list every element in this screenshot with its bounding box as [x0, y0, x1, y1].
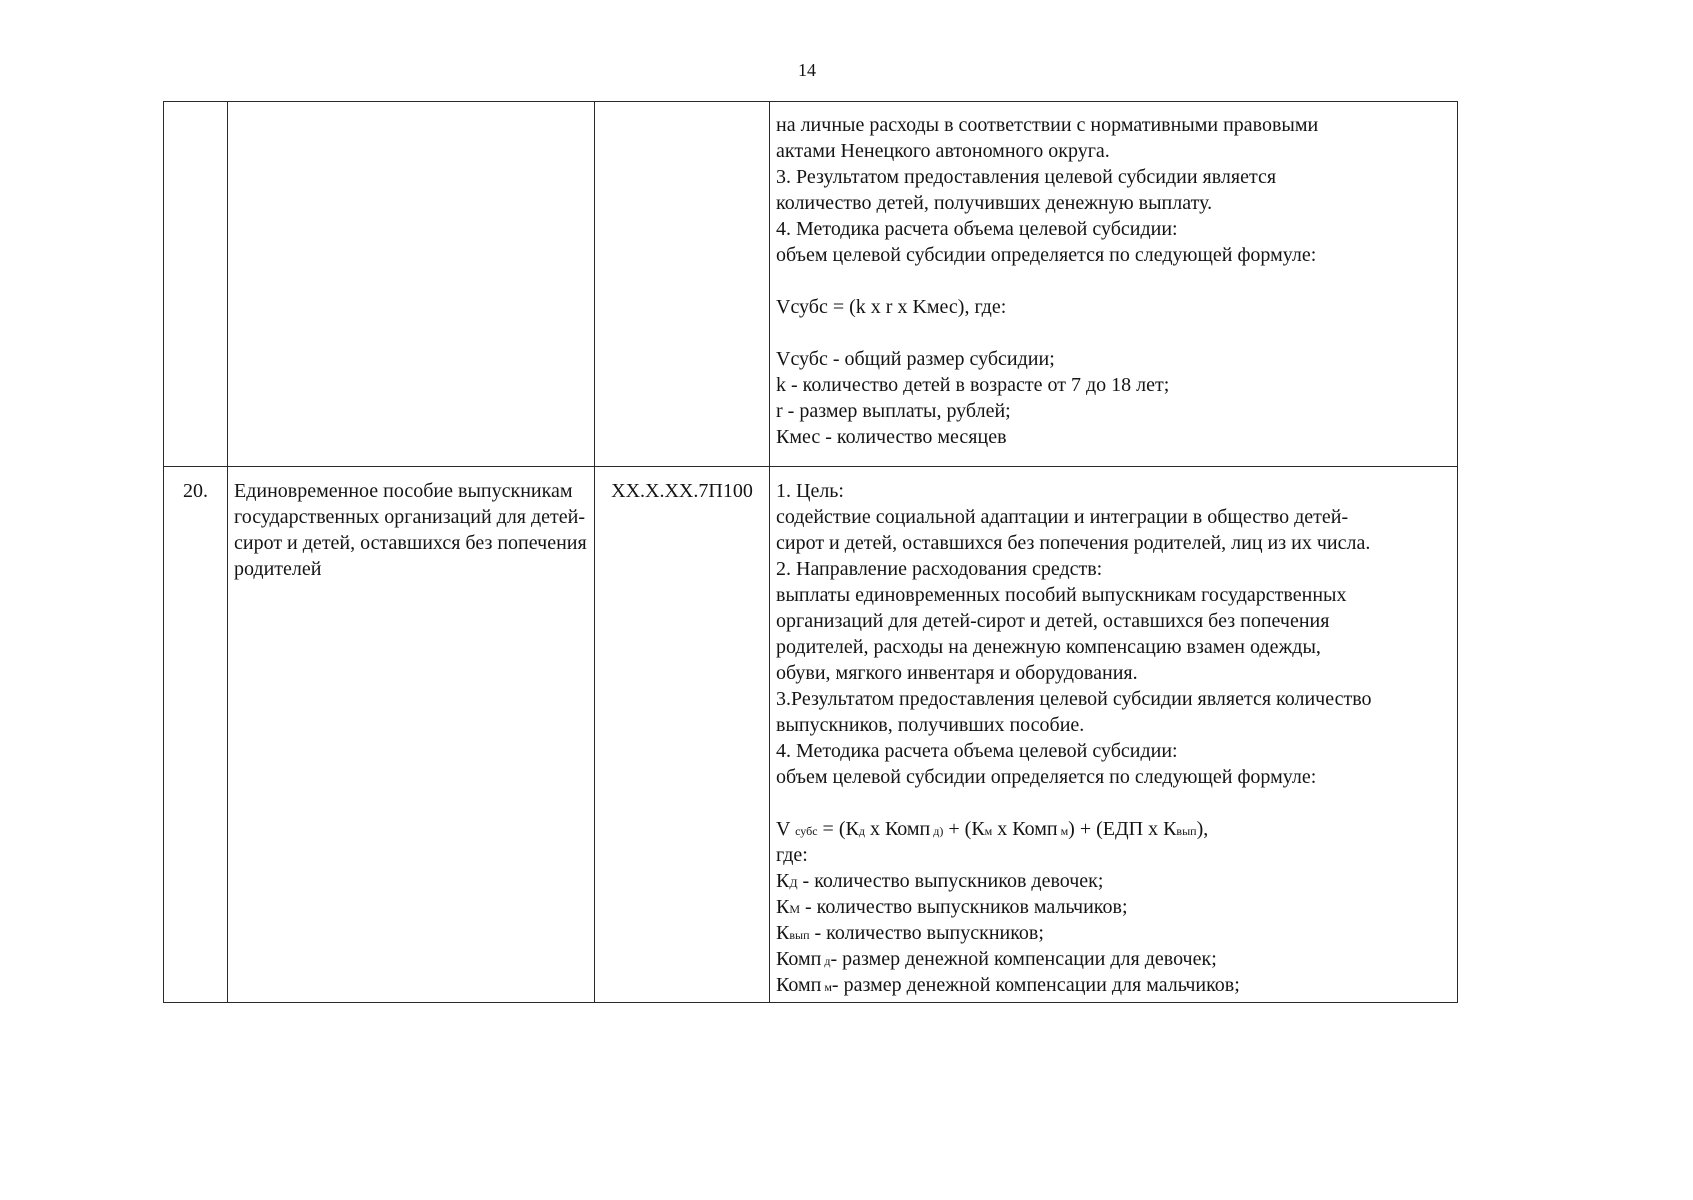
- legend-text: - количество выпускников девочек;: [797, 870, 1104, 892]
- legend-subscript: д: [821, 954, 831, 968]
- description-line: организаций для детей-сирот и детей, оставшихся без попечения: [776, 610, 1330, 632]
- formula-subscript: д: [858, 824, 865, 838]
- legend-text: - количество выпускников;: [809, 922, 1044, 944]
- description-line: 4. Методика расчета объема целевой субсидии:: [776, 740, 1178, 762]
- legend-symbol: К: [776, 922, 790, 944]
- description-line: 1. Цель:: [776, 480, 844, 502]
- formula-subscript: м: [984, 824, 993, 838]
- legend-line: [776, 972, 1451, 998]
- row-code-cell: [595, 102, 770, 467]
- legend-line: [776, 920, 1451, 946]
- legend-text: - количество выпускников мальчиков;: [800, 896, 1128, 918]
- formula: [776, 816, 1451, 842]
- description-line: 2. Направление расходования средств:: [776, 558, 1103, 580]
- legend-symbol: К: [776, 896, 790, 918]
- formula: Vсубс = (k x r x Kмес), где:: [776, 296, 1007, 318]
- row-number-cell: [164, 102, 228, 467]
- legend-line: Vсубс - общий размер субсидии;: [776, 348, 1055, 370]
- description-line: объем целевой субсидии определяется по следующей формуле:: [776, 244, 1317, 266]
- page-number: 14: [798, 60, 816, 80]
- legend-symbol: Комп: [776, 948, 822, 970]
- row-title-cell: [228, 102, 595, 467]
- description-line: содействие социальной адаптации и интеграции в общество детей-: [776, 506, 1349, 528]
- description-line: выпускников, получивших пособие.: [776, 714, 1085, 736]
- formula-part: ) + (ЕДП х К: [1068, 818, 1177, 840]
- description-line: родителей, расходы на денежную компенсацию взамен одежды,: [776, 636, 1321, 658]
- legend-subscript: м: [821, 980, 832, 994]
- legend-text: - размер денежной компенсации для девочек;: [830, 948, 1217, 970]
- formula-part: х Комп: [864, 818, 931, 840]
- formula-part: V: [776, 818, 791, 840]
- description-line: количество детей, получивших денежную выплату.: [776, 192, 1213, 214]
- legend-subscript: Д: [789, 876, 798, 890]
- legend-line: r - размер выплаты, рублей;: [776, 400, 1011, 422]
- legend-symbol: Комп: [776, 974, 822, 996]
- description-line: обуви, мягкого инвентаря и оборудования.: [776, 662, 1138, 684]
- description-line: на личные расходы в соответствии с нормативными правовыми: [776, 114, 1319, 136]
- formula-subscript: м: [1057, 824, 1069, 838]
- formula-part: + (К: [943, 818, 985, 840]
- legend-line: [776, 868, 1451, 894]
- table-row: [164, 102, 1458, 467]
- table-row: [164, 467, 1458, 1003]
- row-description-cell: [770, 102, 1458, 467]
- legend-symbol: К: [776, 870, 790, 892]
- description-line: объем целевой субсидии определяется по следующей формуле:: [776, 766, 1317, 788]
- description-line: сирот и детей, оставшихся без попечения родителей, лиц из их числа.: [776, 532, 1371, 554]
- legend-line: [776, 946, 1451, 972]
- legend-line: k - количество детей в возрасте от 7 до 18 лет;: [776, 374, 1170, 396]
- formula-part: х Комп: [992, 818, 1058, 840]
- formula-part: ),: [1196, 818, 1209, 840]
- row-code-cell: XX.X.XX.7П100: [595, 467, 770, 1003]
- formula-subscript: субс: [795, 824, 818, 838]
- description-line: 3.Результатом предоставления целевой субсидии является количество: [776, 688, 1372, 710]
- row-number-cell: 20.: [164, 467, 228, 1003]
- formula-subscript: д): [930, 824, 944, 838]
- description-line: актами Ненецкого автономного округа.: [776, 140, 1110, 162]
- row-title-cell: Единовременное пособие выпускникам государственных организаций для детей-сирот и детей, оставшихся без попечения родителей: [228, 467, 595, 1003]
- description-line: выплаты единовременных пособий выпускникам государственных: [776, 584, 1347, 606]
- legend-line: Кмес - количество месяцев: [776, 426, 1007, 448]
- subsidy-table: [163, 101, 1458, 1003]
- description-line: 4. Методика расчета объема целевой субсидии:: [776, 218, 1178, 240]
- formula-part: = (К: [817, 818, 859, 840]
- formula-subscript: вып: [1176, 824, 1197, 838]
- legend-text: - размер денежной компенсации для мальчиков;: [831, 974, 1240, 996]
- legend-subscript: М: [789, 902, 801, 916]
- legend-line: [776, 894, 1451, 920]
- description-line: 3. Результатом предоставления целевой субсидии является: [776, 166, 1277, 188]
- row-description-cell: [770, 467, 1458, 1003]
- legend-subscript: вып: [789, 928, 810, 942]
- formula-where: где:: [776, 844, 808, 866]
